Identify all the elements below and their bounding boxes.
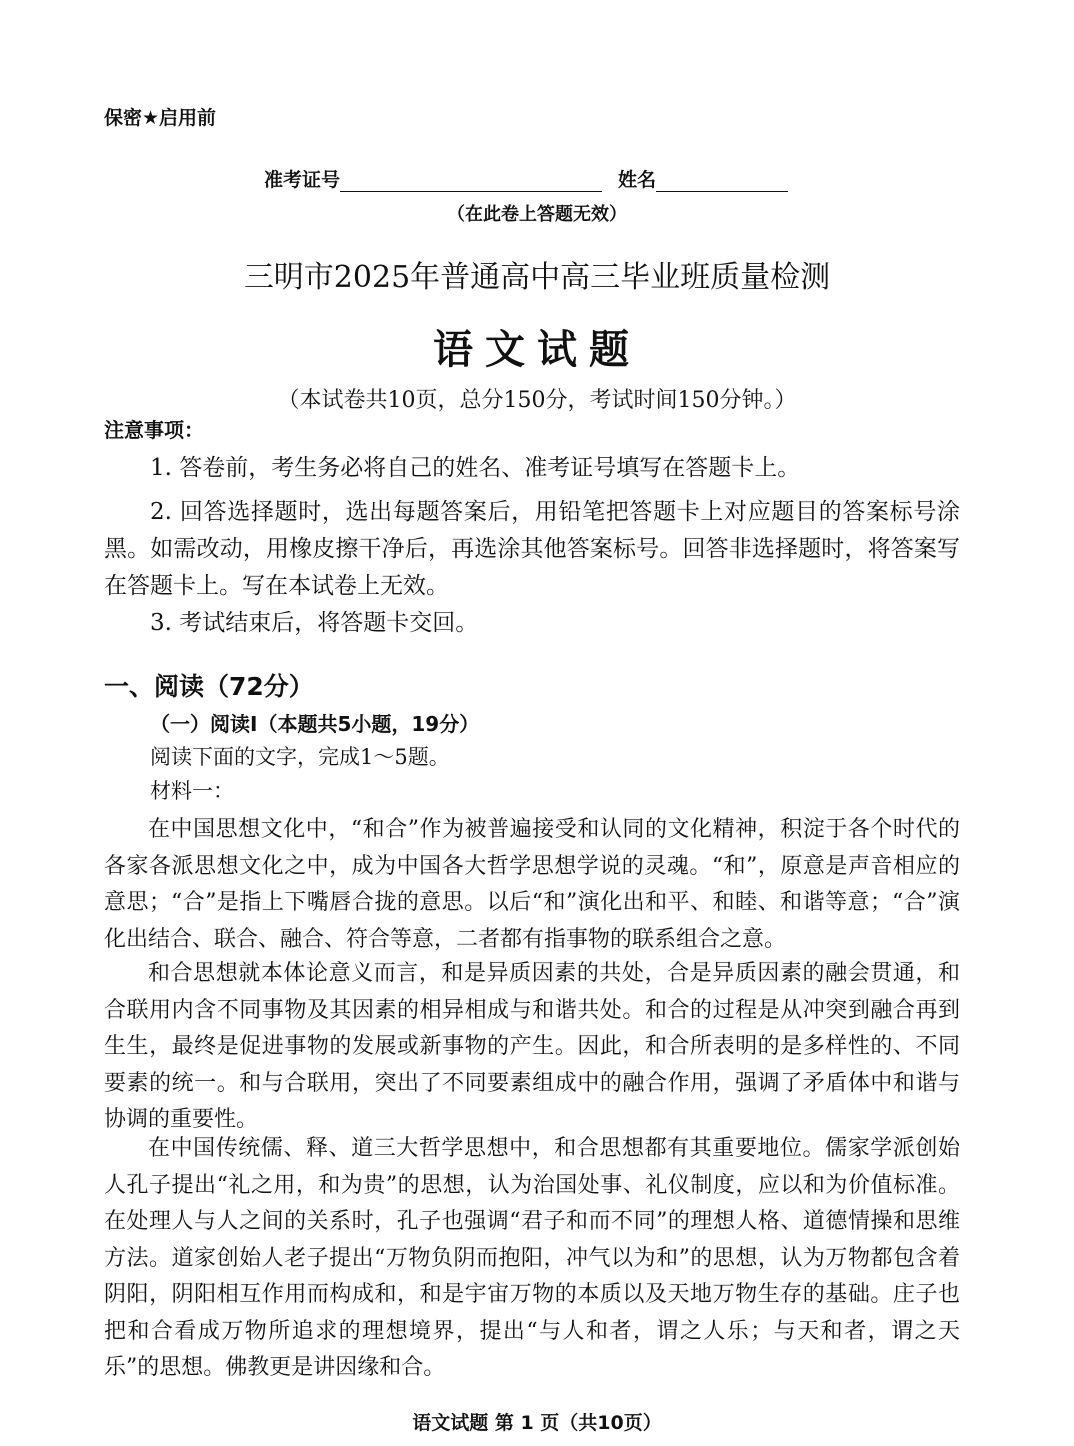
page-footer: 语文试题 第 1 页（共10页） [412, 1412, 662, 1434]
exam-number-blank [340, 167, 602, 192]
name-label: 姓名 [618, 169, 657, 191]
notice-heading: 注意事项： [104, 418, 204, 442]
reading-instruction: 阅读下面的文字，完成1～5题。 [150, 745, 450, 769]
invalid-note: （在此卷上答题无效） [447, 204, 627, 225]
section-heading: 一、阅读（72分） [104, 672, 314, 701]
material-paragraph-3: 在中国传统儒、释、道三大哲学思想中，和合思想都有其重要地位。儒家学派创始人孔子提出“礼之用，和为贵”的思想，认为治国处事、礼仪制度，应以和为价值标准。在处理人与人之间的关系时，孔子也强调“君子和而不同”的理想人格、道德情操和思维方法。道家创始人老子提出“万物负阴而抱阳，冲气以为和”的思想，认为万物都包含着阴阳，阴阳相互作用而构成和，和是宇宙万物的本质以及天地万物生存的基础。庄子也把和合看成万物所追求的理想境界，提出“与人和者，谓之人乐；与天和者，谓之天乐”的思想。佛教更是讲因缘和合。 [104, 1136, 960, 1380]
subject-title: 语文试题 [433, 326, 641, 373]
notice-item-2: 2. 回答选择题时，选出每题答案后，用铅笔把答题卡上对应题目的答案标号涂黑。如需改动，用橡皮擦干净后，再选涂其他答案标号。回答非选择题时，将答案写在答题卡上。写在本试卷上无效。 [104, 499, 960, 599]
material-label: 材料一： [150, 779, 234, 803]
material-paragraph-1: 在中国思想文化中，“和合”作为被普遍接受和认同的文化精神，积淀于各个时代的各家各派思想文化之中，成为中国各大哲学思想学说的灵魂。“和”，原意是声音相应的意思；“合”是指上下嘴唇合拢的意思。以后“和”演化出和平、和睦、和谐等意；“合”演化出结合、联合、融合、符合等意，二者都有指事物的联系组合之意。 [104, 817, 960, 952]
notice-item-1: 1. 答卷前，考生务必将自己的姓名、准考证号填写在答题卡上。 [150, 455, 801, 481]
material-paragraph-2: 和合思想就本体论意义而言，和是异质因素的共处，合是异质因素的融会贯通，和合联用内含不同事物及其因素的相异相成与和谐共处。和合的过程是从冲突到融合再到生生，最终是促进事物的发展或新事物的产生。因此，和合所表明的是多样性的、不同要素的统一。和与合联用，突出了不同要素组成中的融合作用，强调了矛盾体中和谐与协调的重要性。 [104, 961, 960, 1132]
paper-info: （本试卷共10页，总分150分，考试时间150分钟。） [277, 388, 797, 413]
exam-number-label: 准考证号 [264, 169, 341, 191]
candidate-info-row [264, 165, 788, 192]
confidential-label: 保密★启用前 [104, 107, 217, 129]
exam-title: 三明市2025年普通高中高三毕业班质量检测 [243, 260, 831, 295]
name-blank [656, 167, 788, 192]
notice-item-3: 3. 考试结束后，将答题卡交回。 [150, 610, 479, 636]
subsection-heading: （一）阅读Ⅰ（本题共5小题，19分） [150, 712, 480, 736]
